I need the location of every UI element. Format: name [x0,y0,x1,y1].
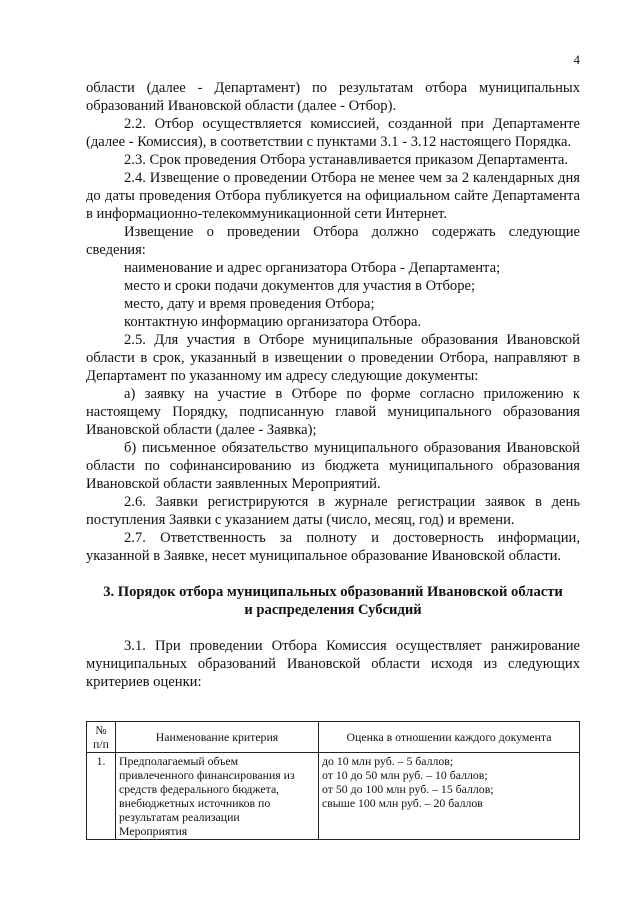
list-item: наименование и адрес организатора Отбора - Департамента; [124,260,501,276]
row-number: 1. [87,753,116,840]
table-row [87,753,580,840]
header-criterion: Наименование критерия [116,722,319,753]
criterion-line: Предполагаемый объем [119,754,239,768]
header-score: Оценка в отношении каждого документа [319,722,580,753]
paragraph: 2.6. Заявки регистрируются в журнале регистрации заявок в день поступления Заявки с указанием даты (число, месяц, год) и времени. [86,494,580,528]
page-number: 4 [573,52,580,67]
score-cell [319,753,580,840]
section-heading-line: и распределения Субсидий [244,602,422,618]
criterion-cell [116,753,319,840]
criterion-line: привлеченного финансирования из [119,768,295,782]
criterion-line: результатам реализации [119,810,240,824]
criterion-line: внебюджетных источников по [119,796,271,810]
paragraph: 2.2. Отбор осуществляется комиссией, созданной при Департаменте (далее - Комиссия), в соответствии с пунктами 3.1 - 3.12 настоящего Порядка. [86,116,580,150]
paragraph: б) письменное обязательство муниципального образования Ивановской области по софинансированию из бюджета муниципального образования Ивановской области заявленных Мероприятий. [86,440,580,492]
spacer [86,565,580,583]
score-line: от 10 до 50 млн руб. – 10 баллов; [322,768,488,782]
spacer [86,619,580,637]
criteria-table [86,721,580,840]
paragraph: области (далее - Департамент) по результатам отбора муниципальных образований Ивановской области (далее - Отбор). [86,80,580,114]
section-heading-line: 3. Порядок отбора муниципальных образований Ивановской области [103,584,563,600]
section-heading [86,583,580,619]
score-line: до 10 млн руб. – 5 баллов; [322,754,454,768]
section-intro: 3.1. При проведении Отбора Комиссия осуществляет ранжирование муниципальных образований Ивановской области исходя из следующих критериев оценки: [86,638,580,690]
list-item: место, дату и время проведения Отбора; [124,296,375,312]
list-item: место и сроки подачи документов для участия в Отборе; [124,278,476,294]
list-item: контактную информацию организатора Отбора. [124,314,422,330]
paragraph: 2.5. Для участия в Отборе муниципальные образования Ивановской области в срок, указанный в извещении о проведении Отбора, направляют в Департамент по указанному им адресу следующие документы: [86,332,580,384]
table-header-row [87,722,580,753]
header-number: № п/п [87,722,116,753]
paragraph: а) заявку на участие в Отборе по форме согласно приложению к настоящему Порядку, подписанную главой муниципального образования Ивановской области (далее - Заявка); [86,386,580,438]
criterion-line: средств федерального бюджета, [119,782,280,796]
paragraph: 2.3. Срок проведения Отбора устанавливается приказом Департамента. [124,152,569,168]
paragraph: 2.4. Извещение о проведении Отбора не менее чем за 2 календарных дня до даты проведения Отбора публикуется на официальном сайте Департамента в информационно-телекоммуникационной сети Интернет. [86,170,580,222]
paragraph: 2.7. Ответственность за полноту и достоверность информации, указанной в Заявке, несет муниципальное образование Ивановской области. [86,530,580,564]
score-line: от 50 до 100 млн руб. – 15 баллов; [322,782,494,796]
paragraph: Извещение о проведении Отбора должно содержать следующие сведения: [86,224,580,258]
score-line: свыше 100 млн руб. – 20 баллов [322,796,483,810]
criterion-line: Мероприятия [119,824,188,838]
document-body [86,79,580,691]
